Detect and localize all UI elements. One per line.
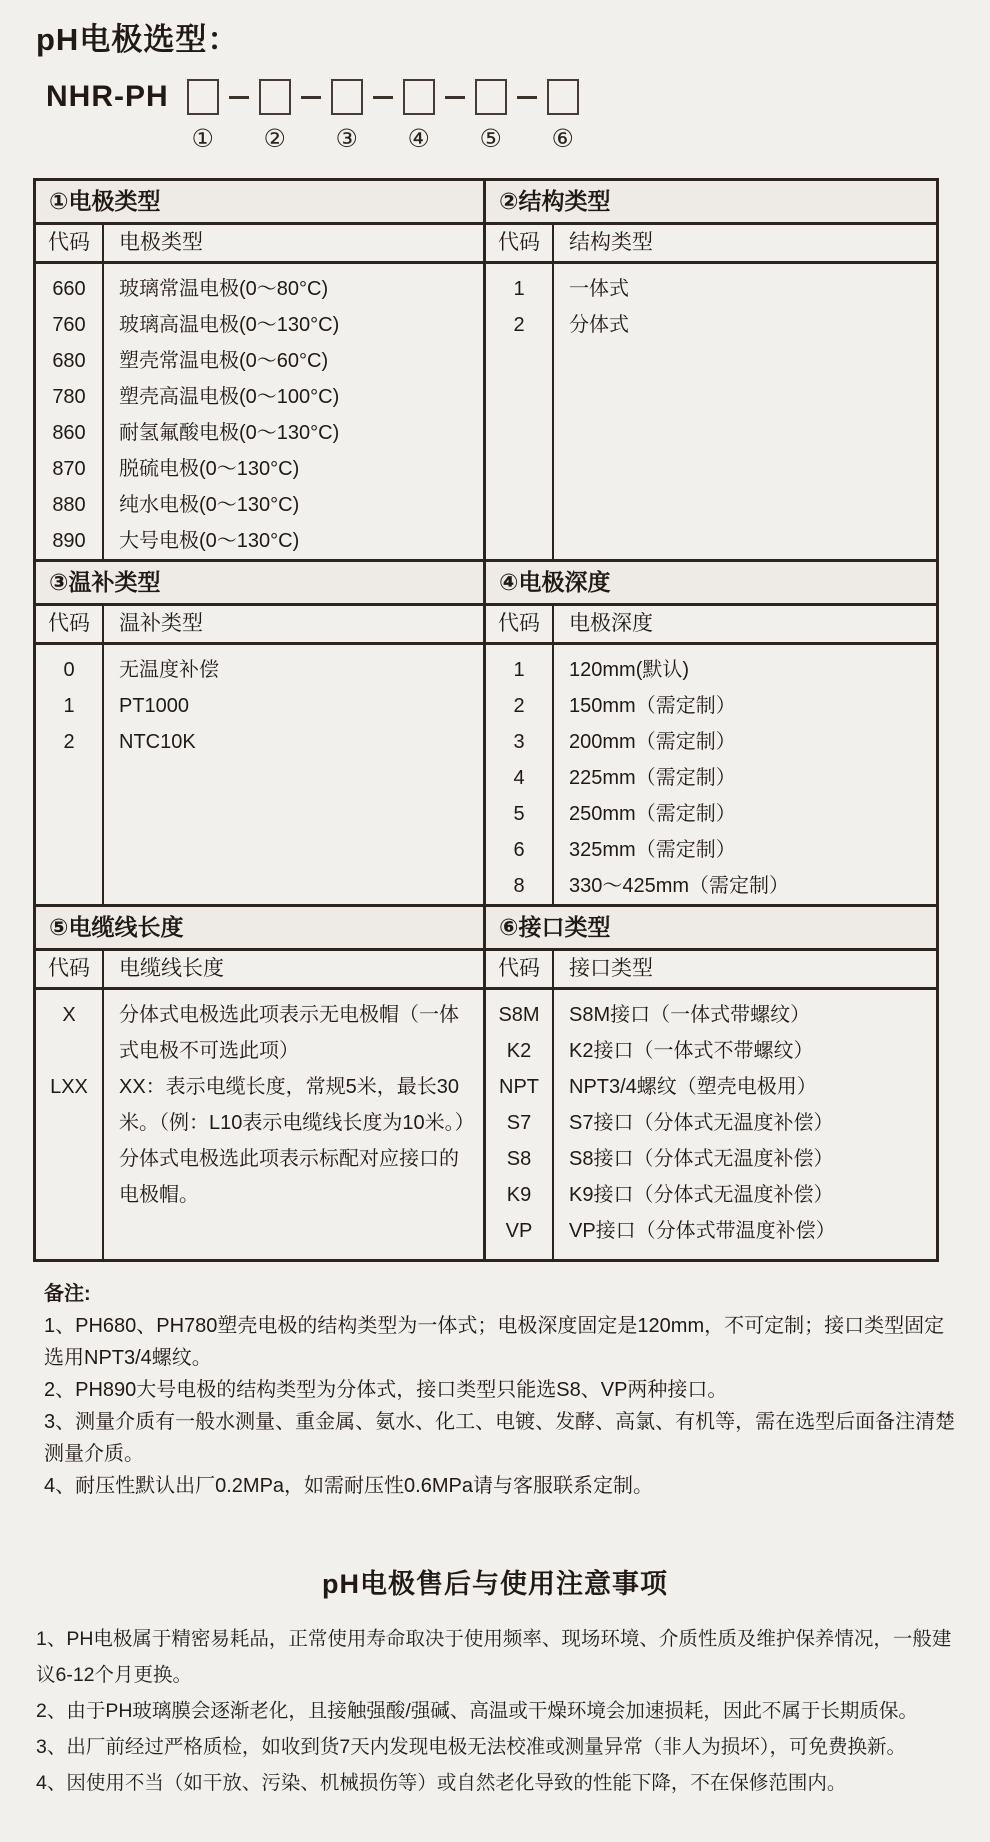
code-column — [36, 645, 104, 904]
table-band-2 — [36, 562, 936, 907]
desc-cell: 无温度补偿 — [119, 659, 219, 681]
model-slot-box — [403, 79, 435, 115]
table-temp-compensation — [36, 562, 486, 904]
code-column — [486, 645, 554, 904]
desc-cell: NTC10K — [119, 731, 196, 753]
dash-separator — [229, 96, 249, 99]
col-header-code: 代码 — [36, 951, 104, 987]
table-structure-type — [486, 181, 936, 559]
table-header-row — [36, 606, 483, 645]
desc-cell: 120mm(默认) — [569, 659, 690, 681]
aftersales-item: 4、因使用不当（如干放、污染、机械损伤等）或自然老化导致的性能下降，不在保修范围内。 — [36, 1772, 847, 1794]
code-cell: 2 — [513, 695, 525, 717]
model-slot — [475, 77, 547, 154]
table-body — [36, 645, 483, 904]
desc-cell: K2接口（一体式不带螺纹） — [569, 1040, 814, 1062]
desc-cell: 225mm（需定制） — [569, 767, 736, 789]
desc-cell: 大号电极(0～130°C) — [119, 530, 300, 552]
model-slot-box — [331, 79, 363, 115]
col-header-desc: 电极深度 — [569, 612, 653, 635]
code-cell: 4 — [513, 767, 525, 789]
table-body — [486, 264, 936, 559]
desc-cell: S7接口（分体式无温度补偿） — [569, 1112, 834, 1134]
code-cell: K2 — [506, 1040, 532, 1062]
slot-number-label: ③ — [335, 125, 358, 153]
model-slots — [187, 77, 579, 154]
code-cell: 660 — [52, 278, 86, 300]
code-cell: 8 — [513, 875, 525, 897]
code-column — [486, 264, 554, 559]
code-cell: 780 — [52, 386, 86, 408]
col-header-code: 代码 — [486, 225, 554, 261]
code-column — [486, 990, 554, 1259]
code-cell: 3 — [513, 731, 525, 753]
code-cell: S8M — [498, 1004, 540, 1026]
desc-column — [554, 645, 936, 904]
code-cell: S8 — [506, 1148, 532, 1170]
code-cell: S7 — [506, 1112, 532, 1134]
code-cell: 2 — [513, 314, 525, 336]
note-item: 3、测量介质有一般水测量、重金属、氨水、化工、电镀、发酵、高氯、有机等，需在选型后面备注清楚测量介质。 — [44, 1411, 956, 1465]
aftersales-title: pH电极售后与使用注意事项 — [322, 1569, 668, 1599]
table-body — [36, 264, 483, 559]
desc-column — [104, 990, 483, 1259]
desc-column — [104, 264, 483, 559]
model-slot-box — [547, 79, 579, 115]
code-cell: 2 — [63, 731, 75, 753]
code-cell: 890 — [52, 530, 86, 552]
table-title: ⑤电缆线长度 — [36, 907, 483, 951]
table-title: ②结构类型 — [486, 181, 936, 225]
dash-separator — [373, 96, 393, 99]
table-header-row — [36, 951, 483, 990]
col-header-desc: 温补类型 — [119, 612, 203, 635]
code-cell: 0 — [63, 659, 75, 681]
code-column — [36, 990, 104, 1259]
notes-title: 备注: — [44, 1283, 91, 1305]
aftersales-section — [36, 1621, 960, 1801]
desc-cell: VP接口（分体式带温度补偿） — [569, 1220, 836, 1242]
desc-cell: XX：表示电缆长度，常规5米，最长30米。（例：L10表示电缆线长度为10米。）分体式电极选此项表示标配对应接口的电极帽。 — [119, 1076, 475, 1206]
table-interface-type — [486, 907, 936, 1259]
desc-column — [104, 645, 483, 904]
model-slot-box — [259, 79, 291, 115]
model-slot — [547, 77, 579, 154]
page-title: pH电极选型： — [36, 22, 240, 57]
aftersales-item: 1、PH电极属于精密易耗品，正常使用寿命取决于使用频率、现场环境、介质性质及维护保养情况，一般建议6-12个月更换。 — [36, 1628, 952, 1686]
table-band-1 — [36, 181, 936, 562]
desc-cell: 325mm（需定制） — [569, 839, 736, 861]
dash-separator — [517, 96, 537, 99]
model-slot-box — [475, 79, 507, 115]
code-cell: 680 — [52, 350, 86, 372]
desc-cell: 纯水电极(0～130°C) — [119, 494, 300, 516]
code-cell: NPT — [499, 1076, 539, 1098]
desc-cell: 330～425mm（需定制） — [569, 875, 790, 897]
desc-cell: 塑壳高温电极(0～100°C) — [119, 386, 340, 408]
slot-number-label: ② — [263, 125, 286, 153]
desc-cell: S8M接口（一体式带螺纹） — [569, 1004, 811, 1026]
table-band-3 — [36, 907, 936, 1259]
desc-cell: 塑壳常温电极(0～60°C) — [119, 350, 329, 372]
table-electrode-type — [36, 181, 486, 559]
code-cell: 1 — [513, 278, 525, 300]
desc-cell: 玻璃高温电极(0～130°C) — [119, 314, 340, 336]
code-cell: VP — [505, 1220, 533, 1242]
model-slot-box — [187, 79, 219, 115]
model-prefix: NHR-PH — [46, 80, 169, 113]
desc-cell: 脱硫电极(0～130°C) — [119, 458, 300, 480]
code-cell: 5 — [513, 803, 525, 825]
table-title: ③温补类型 — [36, 562, 483, 606]
col-header-code: 代码 — [486, 951, 554, 987]
note-item: 2、PH890大号电极的结构类型为分体式，接口类型只能选S8、VP两种接口。 — [44, 1379, 728, 1401]
model-slot — [403, 77, 475, 154]
code-cell: 860 — [52, 422, 86, 444]
desc-cell: 200mm（需定制） — [569, 731, 736, 753]
table-title: ④电极深度 — [486, 562, 936, 606]
col-header-desc: 接口类型 — [569, 957, 653, 980]
desc-cell: 耐氢氟酸电极(0～130°C) — [119, 422, 340, 444]
desc-cell: NPT3/4螺纹（塑壳电极用） — [569, 1076, 817, 1098]
aftersales-item: 2、由于PH玻璃膜会逐渐老化，且接触强酸/强碱、高温或干燥环境会加速损耗，因此不属于长期质保。 — [36, 1700, 918, 1722]
desc-cell: 150mm（需定制） — [569, 695, 736, 717]
code-cell: 760 — [52, 314, 86, 336]
col-header-desc: 电极类型 — [119, 231, 203, 254]
table-header-row — [486, 225, 936, 264]
table-electrode-depth — [486, 562, 936, 904]
desc-cell: 250mm（需定制） — [569, 803, 736, 825]
table-header-row — [36, 225, 483, 264]
col-header-code: 代码 — [36, 606, 104, 642]
code-cell: 870 — [52, 458, 86, 480]
desc-cell: K9接口（分体式无温度补偿） — [569, 1184, 834, 1206]
desc-cell: 玻璃常温电极(0～80°C) — [119, 278, 329, 300]
col-header-code: 代码 — [486, 606, 554, 642]
aftersales-item: 3、出厂前经过严格质检，如收到货7天内发现电极无法校准或测量异常（非人为损坏），可免费换新。 — [36, 1736, 906, 1758]
slot-number-label: ① — [191, 125, 214, 153]
code-column — [36, 264, 104, 559]
code-cell: 1 — [63, 695, 75, 717]
col-header-desc: 结构类型 — [569, 231, 653, 254]
code-cell: 880 — [52, 494, 86, 516]
table-title: ①电极类型 — [36, 181, 483, 225]
model-code-builder — [46, 77, 990, 154]
desc-cell: 分体式电极选此项表示无电极帽（一体式电极不可选此项） — [119, 1004, 459, 1062]
table-cable-length — [36, 907, 486, 1259]
slot-number-label: ④ — [407, 125, 430, 153]
notes-list — [44, 1310, 956, 1502]
table-header-row — [486, 606, 936, 645]
selection-tables — [33, 178, 939, 1262]
table-body — [486, 990, 936, 1259]
table-body — [36, 990, 483, 1259]
model-slot — [259, 77, 331, 154]
desc-column — [554, 990, 936, 1259]
col-header-code: 代码 — [36, 225, 104, 261]
code-cell: LXX — [50, 1076, 88, 1098]
col-header-desc: 电缆线长度 — [119, 957, 224, 980]
desc-cell: 一体式 — [569, 278, 629, 300]
code-cell: K9 — [506, 1184, 532, 1206]
dash-separator — [301, 96, 321, 99]
slot-number-label: ⑤ — [479, 125, 502, 153]
code-cell: 6 — [513, 839, 525, 861]
slot-number-label: ⑥ — [551, 125, 574, 153]
desc-cell: 分体式 — [569, 314, 629, 336]
desc-cell: PT1000 — [119, 695, 190, 717]
table-body — [486, 645, 936, 904]
code-cell: 1 — [513, 659, 525, 681]
note-item: 4、耐压性默认出厂0.2MPa，如需耐压性0.6MPa请与客服联系定制。 — [44, 1475, 653, 1497]
notes-section — [44, 1278, 956, 1502]
model-slot — [331, 77, 403, 154]
code-cell: X — [62, 1004, 76, 1026]
desc-cell: S8接口（分体式无温度补偿） — [569, 1148, 834, 1170]
desc-column — [554, 264, 936, 559]
model-slot — [187, 77, 259, 154]
dash-separator — [445, 96, 465, 99]
table-header-row — [486, 951, 936, 990]
table-title: ⑥接口类型 — [486, 907, 936, 951]
note-item: 1、PH680、PH780塑壳电极的结构类型为一体式；电极深度固定是120mm，不可定制；接口类型固定选用NPT3/4螺纹。 — [44, 1315, 945, 1369]
